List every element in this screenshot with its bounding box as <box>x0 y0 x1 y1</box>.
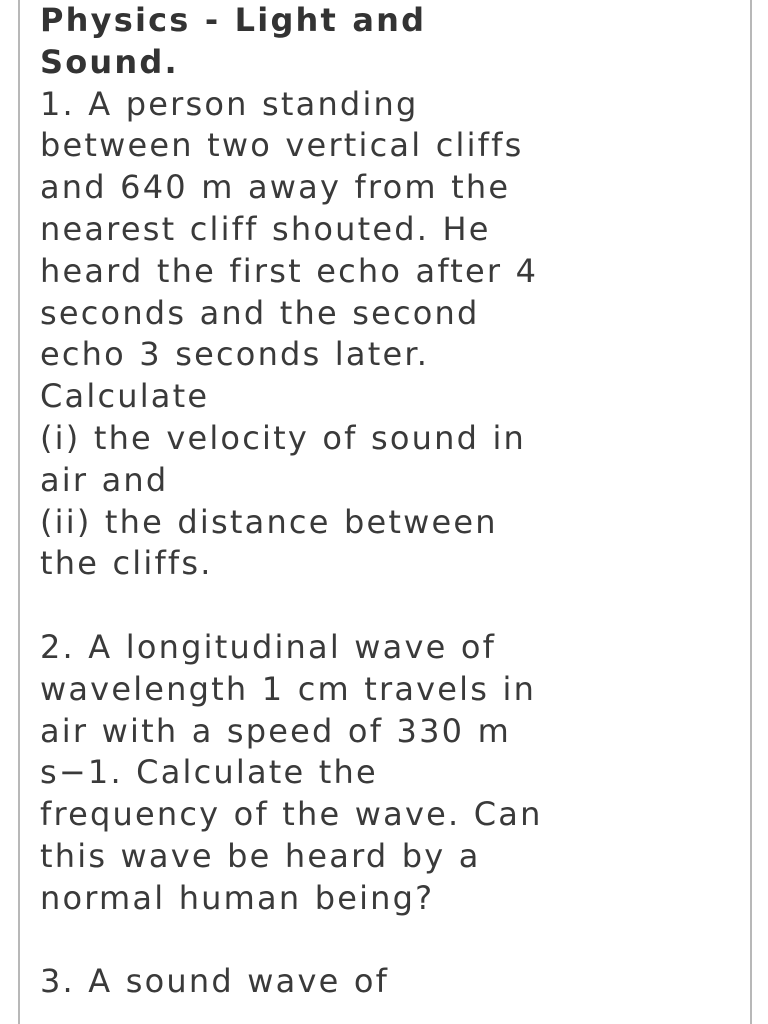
question-line: wavelength 1 cm travels in <box>40 669 537 708</box>
question-line: seconds and the second <box>40 293 480 332</box>
question-line: s−1. Calculate the <box>40 753 378 792</box>
question-line: 3. A sound wave of <box>40 962 390 1001</box>
question-line: echo 3 seconds later. <box>40 335 430 374</box>
paragraph-gap <box>40 920 740 962</box>
document-page <box>18 0 752 1024</box>
question-line: 2. A longitudinal wave of <box>40 627 497 666</box>
question-2 <box>40 627 740 920</box>
question-line: this wave be heard by a <box>40 836 481 875</box>
title-line: Physics - Light and <box>40 1 427 39</box>
question-line: (i) the velocity of sound in <box>40 418 527 457</box>
document-title <box>40 0 740 84</box>
paragraph-gap <box>40 585 740 627</box>
document-content <box>40 0 740 1003</box>
question-line: the cliffs. <box>40 544 213 583</box>
question-line: nearest cliff shouted. He <box>40 209 491 248</box>
question-3 <box>40 961 740 1003</box>
question-line: air with a speed of 330 m <box>40 711 511 750</box>
question-line: air and <box>40 460 169 499</box>
question-line: 1. A person standing <box>40 84 419 123</box>
question-line: between two vertical cliffs <box>40 126 524 165</box>
question-line: (ii) the distance between <box>40 502 498 541</box>
question-line: heard the first echo after 4 <box>40 251 539 290</box>
question-line: frequency of the wave. Can <box>40 795 543 834</box>
question-1 <box>40 84 740 586</box>
question-line: normal human being? <box>40 878 435 917</box>
title-line: Sound. <box>40 42 179 81</box>
question-line: Calculate <box>40 377 210 416</box>
question-line: and 640 m away from the <box>40 168 511 207</box>
